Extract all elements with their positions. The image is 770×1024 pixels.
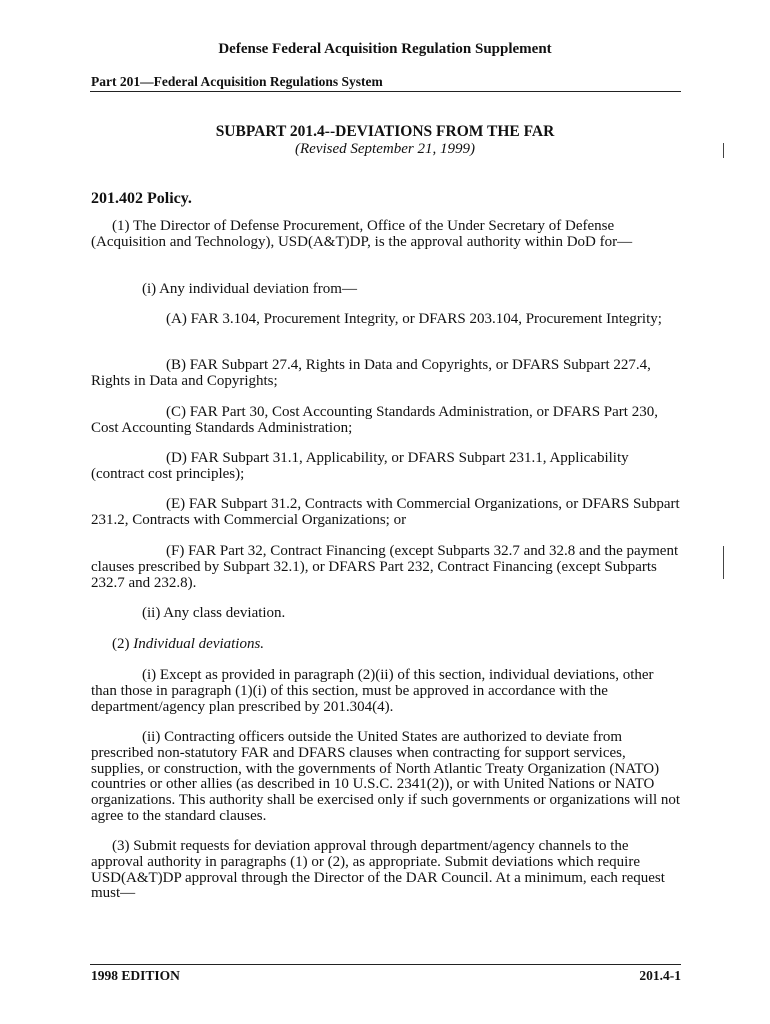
document-header-title: Defense Federal Acquisition Regulation Supplement [218, 41, 552, 57]
footer-divider [90, 964, 681, 965]
paragraph-2-i: (i) Except as provided in paragraph (2)(ii) of this section, individual deviations, other than those in paragraph (1)(i) of this section, must be approved in accordance with the department/agency plan prescribed by 201.304(4). [91, 667, 654, 715]
paragraph-1-i-A: (A) FAR 3.104, Procurement Integrity, or DFARS 203.104, Procurement Integrity; [166, 311, 662, 327]
paragraph-1-ii: (ii) Any class deviation. [142, 605, 286, 621]
part-title: Part 201—Federal Acquisition Regulations System [91, 74, 383, 89]
footer-edition: 1998 EDITION [91, 968, 180, 983]
paragraph-1-i-C: (C) FAR Part 30, Cost Accounting Standards Administration, or DFARS Part 230, Cost Accounting Standards Administration; [91, 404, 658, 436]
paragraph-1-i-F: (F) FAR Part 32, Contract Financing (except Subparts 32.7 and 32.8 and the payment clauses prescribed by Subpart 32.1), or DFARS Part 232, Contract Financing (except Subparts 232.7 and 232.8). [91, 543, 679, 591]
change-bar [723, 546, 724, 579]
change-bar [723, 143, 724, 158]
footer-page-number: 201.4-1 [639, 968, 681, 983]
paragraph-1-i-B: (B) FAR Subpart 27.4, Rights in Data and Copyrights, or DFARS Subpart 227.4, Rights in Data and Copyrights; [91, 357, 651, 389]
section-heading: 201.402 Policy. [91, 190, 192, 207]
paragraph-2-ii: (ii) Contracting officers outside the United States are authorized to deviate from prescribed non-statutory FAR and DFARS clauses when contracting for support services, supplies, or construction, with the governments of North Atlantic Treaty Organization (NATO) countries or other allies (as described in 10 U.S.C. 2341(2)), or with United Nations or NATO organizations. This authority shall be exercised only if such governments or organizations will not agree to the standard clauses. [91, 729, 681, 824]
paragraph-1-i-E: (E) FAR Subpart 31.2, Contracts with Commercial Organizations, or DFARS Subpart 231.2, Contracts with Commercial Organizations; or [91, 496, 680, 528]
subpart-title: SUBPART 201.4--DEVIATIONS FROM THE FAR [215, 123, 555, 140]
paragraph-2-number: (2) [112, 636, 134, 652]
subpart-revision-date: (Revised September 21, 1999) [295, 141, 475, 157]
paragraph-1-i-D: (D) FAR Subpart 31.1, Applicability, or DFARS Subpart 231.1, Applicability (contract cost principles); [91, 450, 629, 482]
paragraph-2-heading [91, 637, 681, 653]
paragraph-1: (1) The Director of Defense Procurement, Office of the Under Secretary of Defense (Acquisition and Technology), USD(A&T)DP, is the approval authority within DoD for— [91, 218, 633, 250]
paragraph-2-title: Individual deviations. [133, 636, 265, 652]
header-divider [90, 91, 681, 92]
paragraph-1-i: (i) Any individual deviation from— [142, 281, 357, 297]
paragraph-3: (3) Submit requests for deviation approval through department/agency channels to the approval authority in paragraphs (1) or (2), as appropriate. Submit deviations which require USD(A&T)DP approval through the Director of the DAR Council. At a minimum, each request must— [91, 838, 665, 902]
